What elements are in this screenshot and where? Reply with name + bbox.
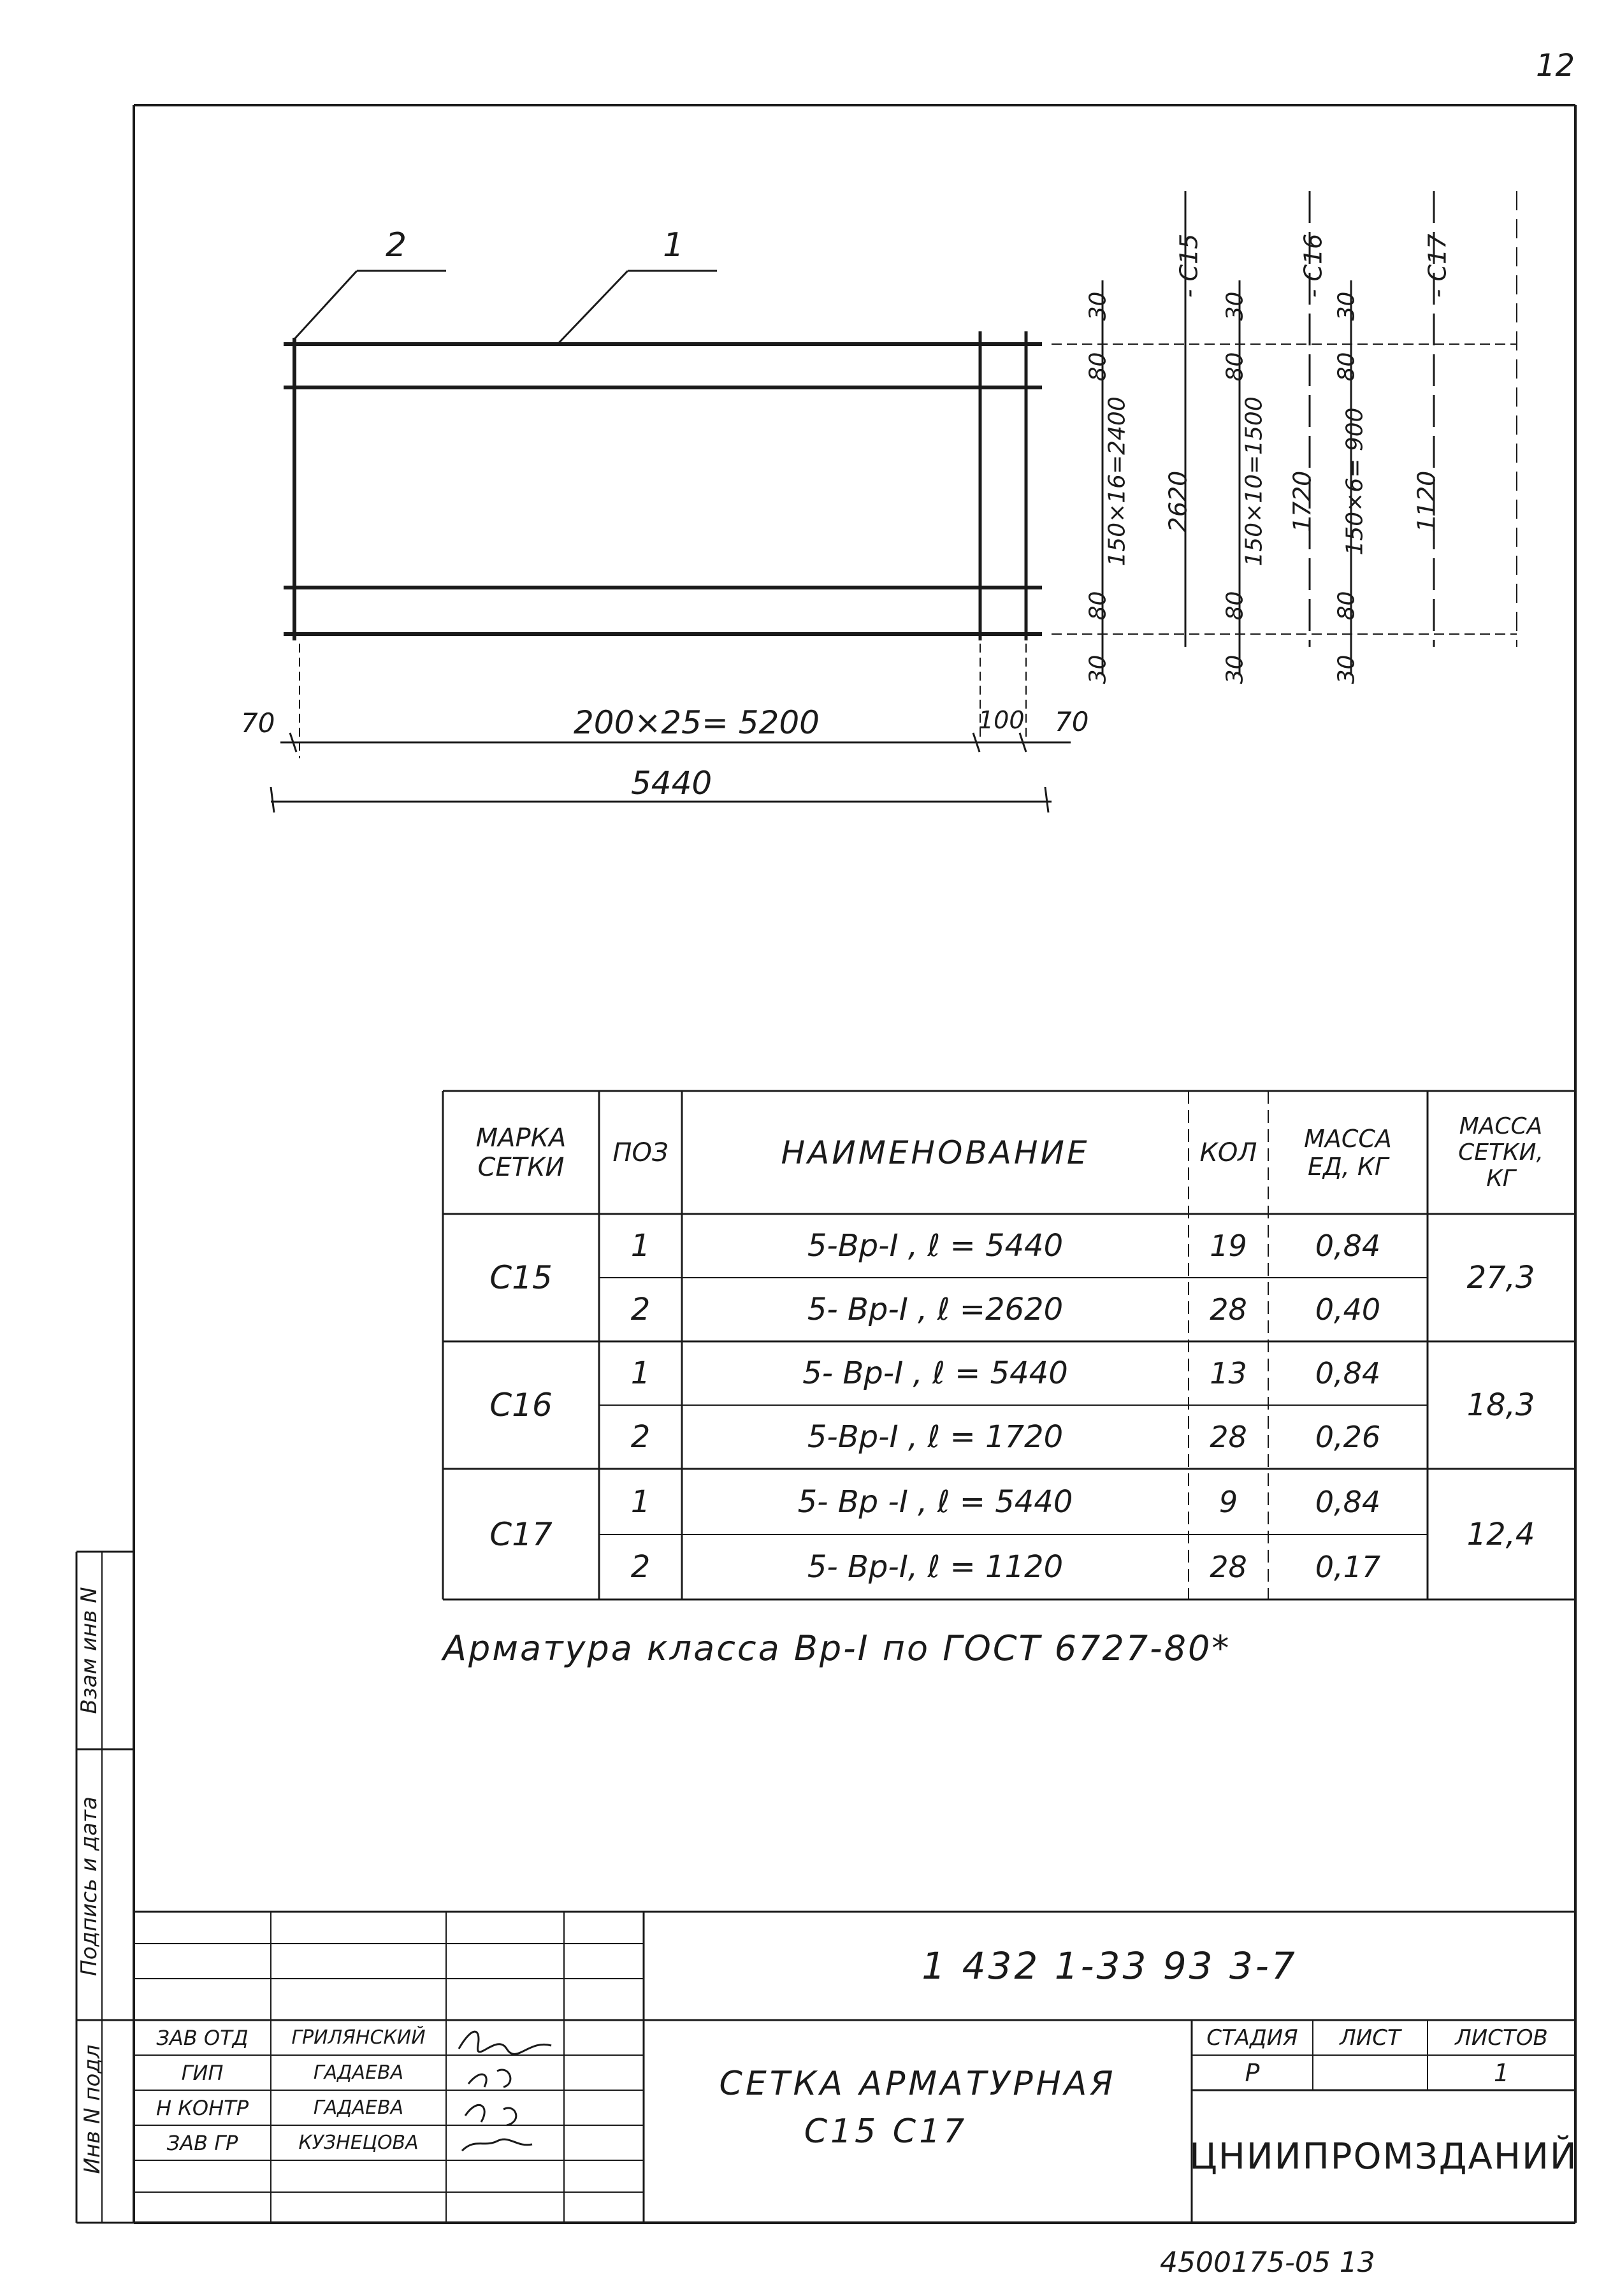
dim-c17-inner: 150×6= 900 — [1342, 407, 1368, 556]
dim-left-70: 70 — [241, 707, 275, 739]
row-name: 5- Вр-I , ℓ =2620 — [807, 1292, 1064, 1327]
dim-c17-30-bot: 30 — [1333, 654, 1360, 684]
row-qty: 28 — [1210, 1420, 1247, 1454]
row-pos: 1 — [630, 1228, 651, 1264]
row-qty: 28 — [1210, 1292, 1247, 1327]
page-number: 12 — [1536, 48, 1575, 83]
dim-spacing-5200: 200×25= 5200 — [574, 704, 820, 741]
name-cell: ГАДАЕВА — [313, 2097, 404, 2119]
dim-c17-30-top: 30 — [1333, 291, 1360, 321]
dim-c16-total: 1720 — [1288, 470, 1317, 533]
row-qty: 9 — [1219, 1484, 1238, 1519]
header-pos: ПОЗ — [612, 1137, 669, 1167]
role-cell: ГИП — [181, 2060, 224, 2085]
row-name: 5-Вр-I , ℓ = 1720 — [807, 1419, 1064, 1455]
row-mass: 0,26 — [1315, 1420, 1381, 1454]
row-qty: 28 — [1210, 1550, 1247, 1584]
row-mass: 0,40 — [1315, 1292, 1381, 1327]
header-net-mass-line3: КГ — [1486, 1166, 1515, 1192]
signatures — [446, 2020, 564, 2160]
stage-label: СТАДИЯ — [1206, 2025, 1298, 2051]
drawing-code: 1 432 1-33 93 3-7 — [922, 1944, 1298, 1988]
dim-right-100: 100 — [978, 706, 1025, 734]
header-name: НАИМЕНОВАНИЕ — [781, 1134, 1090, 1171]
dim-c16-30-top: 30 — [1222, 291, 1248, 321]
footer-code: 4500175-05 13 — [1160, 2246, 1375, 2279]
header-mark-line2: СЕТКИ — [477, 1152, 565, 1182]
sheets-label: ЛИСТОВ — [1455, 2025, 1548, 2051]
dim-right-70: 70 — [1055, 706, 1089, 737]
dim-c16-80-top: 80 — [1222, 352, 1248, 382]
group-mark: С15 — [489, 1259, 553, 1296]
stage-value: Р — [1245, 2058, 1260, 2087]
name-cell: КУЗНЕЦОВА — [298, 2132, 419, 2154]
side-stamp-signature: Подпись и дата — [76, 1796, 102, 1976]
dim-c15-30-top: 30 — [1085, 291, 1111, 321]
dim-c16-30-bot: 30 — [1222, 654, 1248, 684]
header-unit-mass-line2: ЕД, КГ — [1307, 1152, 1388, 1181]
header-unit-mass — [1268, 1091, 1428, 1214]
row-qty: 13 — [1210, 1356, 1247, 1390]
name-cell: ГАДАЕВА — [313, 2061, 404, 2084]
row-mass: 0,84 — [1315, 1484, 1381, 1519]
dim-c17-80-bot: 80 — [1333, 591, 1360, 621]
row-name: 5-Вр-I , ℓ = 5440 — [807, 1228, 1064, 1264]
row-pos: 1 — [630, 1355, 651, 1391]
row-pos: 2 — [630, 1419, 651, 1455]
dim-c15-80-bot: 80 — [1085, 591, 1111, 621]
dim-c15-30-bot: 30 — [1085, 654, 1111, 684]
side-stamp-replaced: Взам инв N — [76, 1587, 102, 1714]
row-pos: 2 — [630, 1549, 651, 1585]
dim-c15-80-top: 80 — [1085, 352, 1111, 382]
group-total-mass: 27,3 — [1466, 1260, 1535, 1296]
dim-c16-inner: 150×10=1500 — [1241, 396, 1268, 567]
leader-label-2: 2 — [386, 226, 407, 264]
row-name: 5- Вр -I , ℓ = 5440 — [797, 1484, 1073, 1520]
header-net-mass — [1428, 1091, 1574, 1214]
row-mass: 0,84 — [1315, 1229, 1381, 1263]
leader-label-1: 1 — [663, 226, 684, 264]
role-cell: ЗАВ ГР — [166, 2130, 238, 2155]
mark-c17: - С17 — [1423, 233, 1452, 298]
group-mark: С16 — [489, 1387, 553, 1424]
mark-c15: - С15 — [1175, 233, 1203, 298]
organization-name: ЦНИИПРОМЗДАНИЙ — [1189, 2135, 1578, 2177]
mark-c16: - С16 — [1299, 233, 1327, 298]
header-mark — [443, 1091, 599, 1214]
header-qty: КОЛ — [1199, 1137, 1257, 1167]
dim-c17-total: 1120 — [1412, 470, 1441, 533]
row-pos: 2 — [630, 1292, 651, 1327]
group-mark: С17 — [489, 1515, 553, 1553]
header-net-mass-line2: СЕТКИ, — [1458, 1139, 1544, 1166]
sheet-value — [1313, 2055, 1428, 2090]
row-mass: 0,84 — [1315, 1356, 1381, 1390]
row-name: 5- Вр-I , ℓ = 5440 — [802, 1355, 1068, 1391]
dim-c17-80-top: 80 — [1333, 352, 1360, 382]
sheet-label: ЛИСТ — [1340, 2025, 1401, 2051]
header-mark-line1: МАРКА — [475, 1123, 567, 1153]
row-pos: 1 — [630, 1484, 651, 1520]
dim-c15-total: 2620 — [1164, 470, 1192, 533]
title-line2: С15 С17 — [804, 2112, 968, 2151]
dim-c16-80-bot: 80 — [1222, 591, 1248, 621]
group-total-mass: 12,4 — [1466, 1516, 1535, 1552]
sheets-value: 1 — [1493, 2058, 1510, 2087]
role-cell: ЗАВ ОТД — [156, 2025, 249, 2050]
name-cell: ГРИЛЯНСКИЙ — [291, 2026, 426, 2049]
dim-total-5440: 5440 — [631, 765, 712, 802]
reinforcement-note: Арматура класса Вр-I по ГОСТ 6727-80* — [443, 1628, 1231, 1668]
header-unit-mass-line1: МАССА — [1304, 1124, 1392, 1153]
row-mass: 0,17 — [1315, 1550, 1381, 1584]
side-stamp-inv-orig: Инв N подл — [80, 2044, 105, 2174]
row-qty: 19 — [1210, 1229, 1247, 1263]
group-total-mass: 18,3 — [1466, 1387, 1535, 1423]
row-name: 5- Вр-I, ℓ = 1120 — [807, 1549, 1064, 1585]
header-net-mass-line1: МАССА — [1459, 1113, 1543, 1139]
title-line1: СЕТКА АРМАТУРНАЯ — [719, 2065, 1117, 2103]
dim-c15-inner: 150×16=2400 — [1104, 396, 1131, 567]
role-cell: Н КОНТР — [155, 2095, 249, 2120]
